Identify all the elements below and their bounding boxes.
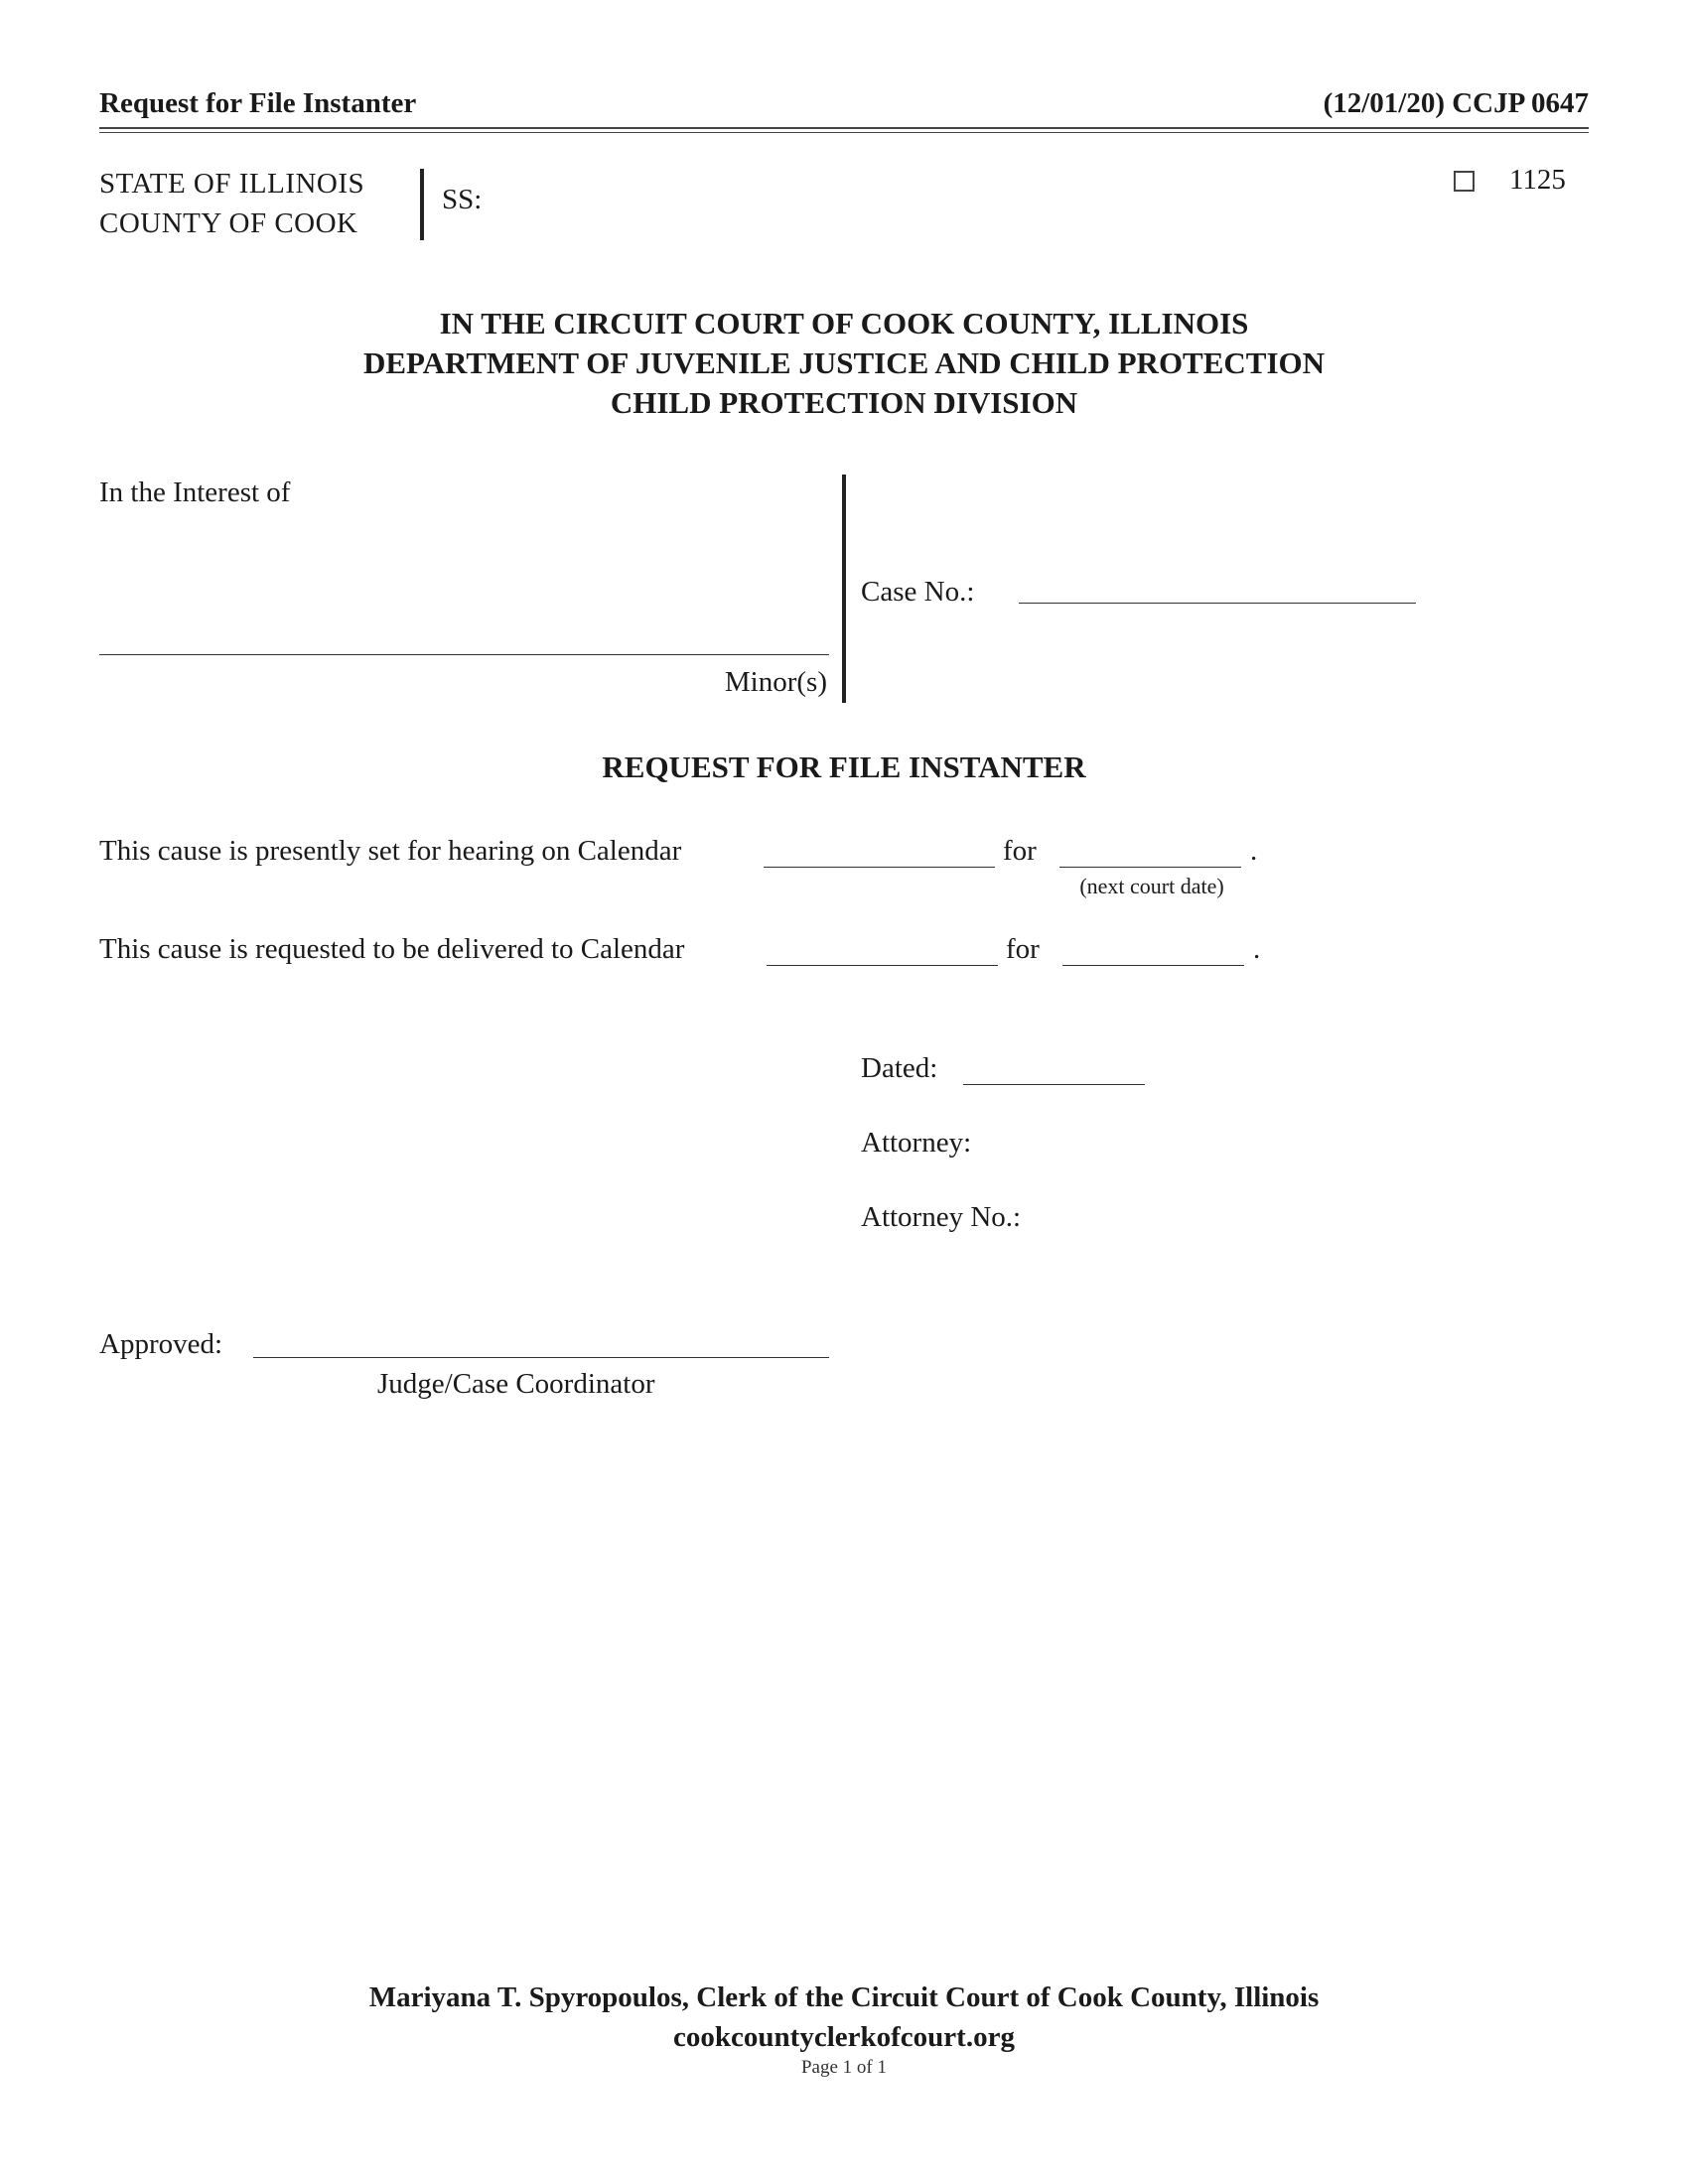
requested-for-label: for	[1006, 933, 1040, 965]
present-for-label: for	[1003, 835, 1037, 867]
form-code: (12/01/20) CCJP 0647	[1323, 87, 1589, 119]
court-heading-line3: CHILD PROTECTION DIVISION	[610, 385, 1078, 420]
requested-period: .	[1253, 933, 1261, 965]
minor-name-field[interactable]	[99, 654, 829, 655]
attorney-label: Attorney:	[861, 1127, 972, 1159]
dated-label: Dated:	[861, 1052, 938, 1084]
requested-date-field[interactable]	[1062, 965, 1244, 966]
document-title: REQUEST FOR FILE INSTANTER	[602, 750, 1086, 784]
in-the-interest-of-label: In the Interest of	[99, 477, 291, 508]
header-rule-thick	[99, 127, 1589, 129]
caption-divider	[842, 475, 846, 703]
case-no-field[interactable]	[1019, 603, 1416, 604]
judge-case-coordinator-label: Judge/Case Coordinator	[377, 1368, 655, 1400]
venue-ss: SS:	[442, 184, 483, 215]
court-heading	[0, 304, 1688, 423]
court-heading-line1: IN THE CIRCUIT COURT OF COOK COUNTY, ILLINOIS	[439, 306, 1249, 341]
next-court-date-label: (next court date)	[1079, 874, 1224, 898]
venue-state: STATE OF ILLINOIS	[99, 168, 365, 200]
footer-clerk: Mariyana T. Spyropoulos, Clerk of the Circuit Court of Cook County, Illinois	[368, 1981, 1320, 2013]
attorney-no-label: Attorney No.:	[861, 1201, 1022, 1233]
dated-field[interactable]	[963, 1084, 1145, 1085]
presently-set-text: This cause is presently set for hearing on Calendar	[99, 835, 682, 867]
venue-block	[99, 164, 364, 243]
requested-calendar-field[interactable]	[767, 965, 998, 966]
requested-delivered-text: This cause is requested to be delivered to Calendar	[99, 933, 685, 965]
form-header-title: Request for File Instanter	[99, 87, 417, 119]
present-period: .	[1250, 835, 1258, 867]
venue-divider	[420, 169, 424, 240]
next-court-date-field[interactable]	[1059, 867, 1241, 868]
form-1125-checkbox[interactable]	[1454, 171, 1475, 192]
footer-page-number: Page 1 of 1	[800, 2057, 887, 2078]
present-calendar-field[interactable]	[764, 867, 995, 868]
case-no-label: Case No.:	[861, 576, 975, 608]
header-rule-thin	[99, 132, 1589, 133]
venue-county: COUNTY OF COOK	[99, 207, 358, 239]
approved-signature-field[interactable]	[253, 1357, 829, 1358]
minors-label: Minor(s)	[724, 666, 827, 698]
court-heading-line2: DEPARTMENT OF JUVENILE JUSTICE AND CHILD PROTECTION	[362, 345, 1326, 380]
footer-website: cookcountyclerkofcourt.org	[673, 2021, 1015, 2053]
approved-label: Approved:	[99, 1328, 223, 1360]
form-1125-label: 1125	[1509, 164, 1566, 196]
